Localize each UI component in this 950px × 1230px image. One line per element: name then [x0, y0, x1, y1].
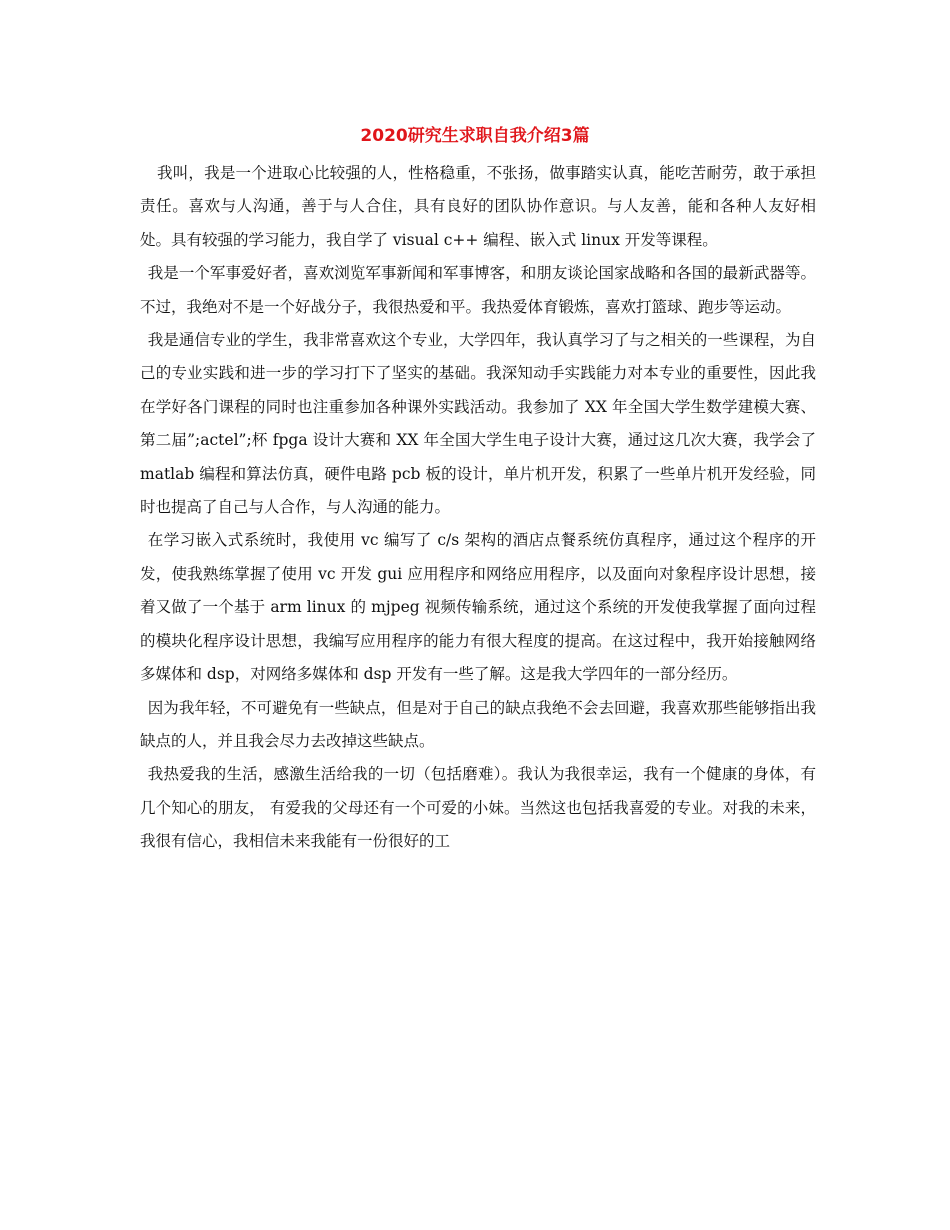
document-body: [140, 157, 816, 859]
paragraph-life: 我热爱我的生活，感激生活给我的一切（包括磨难）。我认为我很幸运，我有一个健康的身体，有几个知心的朋友， 有爱我的父母还有一个可爱的小妹。当然这也包括我喜爱的专业。对我的未来，我很有信心，我相信未来我能有一份很好的工: [140, 765, 816, 851]
paragraph-major: 我是通信专业的学生，我非常喜欢这个专业，大学四年，我认真学习了与之相关的一些课程，为自己的专业实践和进一步的学习打下了坚实的基础。我深知动手实践能力对本专业的重要性，因此我在学好各门课程的同时也注重参加各种课外实践活动。我参加了 XX 年全国大学生数学建模大赛、第二届”;actel”;杯 fpga 设计大赛和 XX 年全国大学生电子设计大赛，通过这几次大赛，我学会了 matlab 编程和算法仿真，硬件电路 pcb 板的设计，单片机开发，积累了一些单片机开发经验，同时也提高了自己与人合作，与人沟通的能力。: [140, 331, 816, 517]
document-title: 2020研究生求职自我介绍3篇: [360, 126, 590, 146]
paragraph-hobbies: 我是一个军事爱好者，喜欢浏览军事新闻和军事博客，和朋友谈论国家战略和各国的最新武器等。不过，我绝对不是一个好战分子，我很热爱和平。我热爱体育锻炼，喜欢打篮球、跑步等运动。: [140, 264, 816, 316]
paragraph-embedded-projects: 在学习嵌入式系统时，我使用 vc 编写了 c/s 架构的酒店点餐系统仿真程序，通过这个程序的开发，使我熟练掌握了使用 vc 开发 gui 应用程序和网络应用程序，以及面向对象程序设计思想，接着又做了一个基于 arm linux 的 mjpeg 视频传输系统，通过这个系统的开发使我掌握了面向过程的模块化程序设计思想，我编写应用程序的能力有很大程度的提高。在这过程中，我开始接触网络多媒体和 dsp，对网络多媒体和 dsp 开发有一些了解。这是我大学四年的一部分经历。: [140, 531, 816, 684]
paragraph-self-intro: 我叫，我是一个进取心比较强的人，性格稳重，不张扬，做事踏实认真，能吃苦耐劳，敢于承担责任。喜欢与人沟通，善于与人合住，具有良好的团队协作意识。与人友善，能和各种人友好相处。具有较强的学习能力，我自学了 visual c++ 编程、嵌入式 linux 开发等课程。: [140, 164, 816, 249]
paragraph-shortcomings: 因为我年轻，不可避免有一些缺点，但是对于自己的缺点我绝不会去回避，我喜欢那些能够指出我缺点的人，并且我会尽力去改掉这些缺点。: [140, 698, 816, 750]
